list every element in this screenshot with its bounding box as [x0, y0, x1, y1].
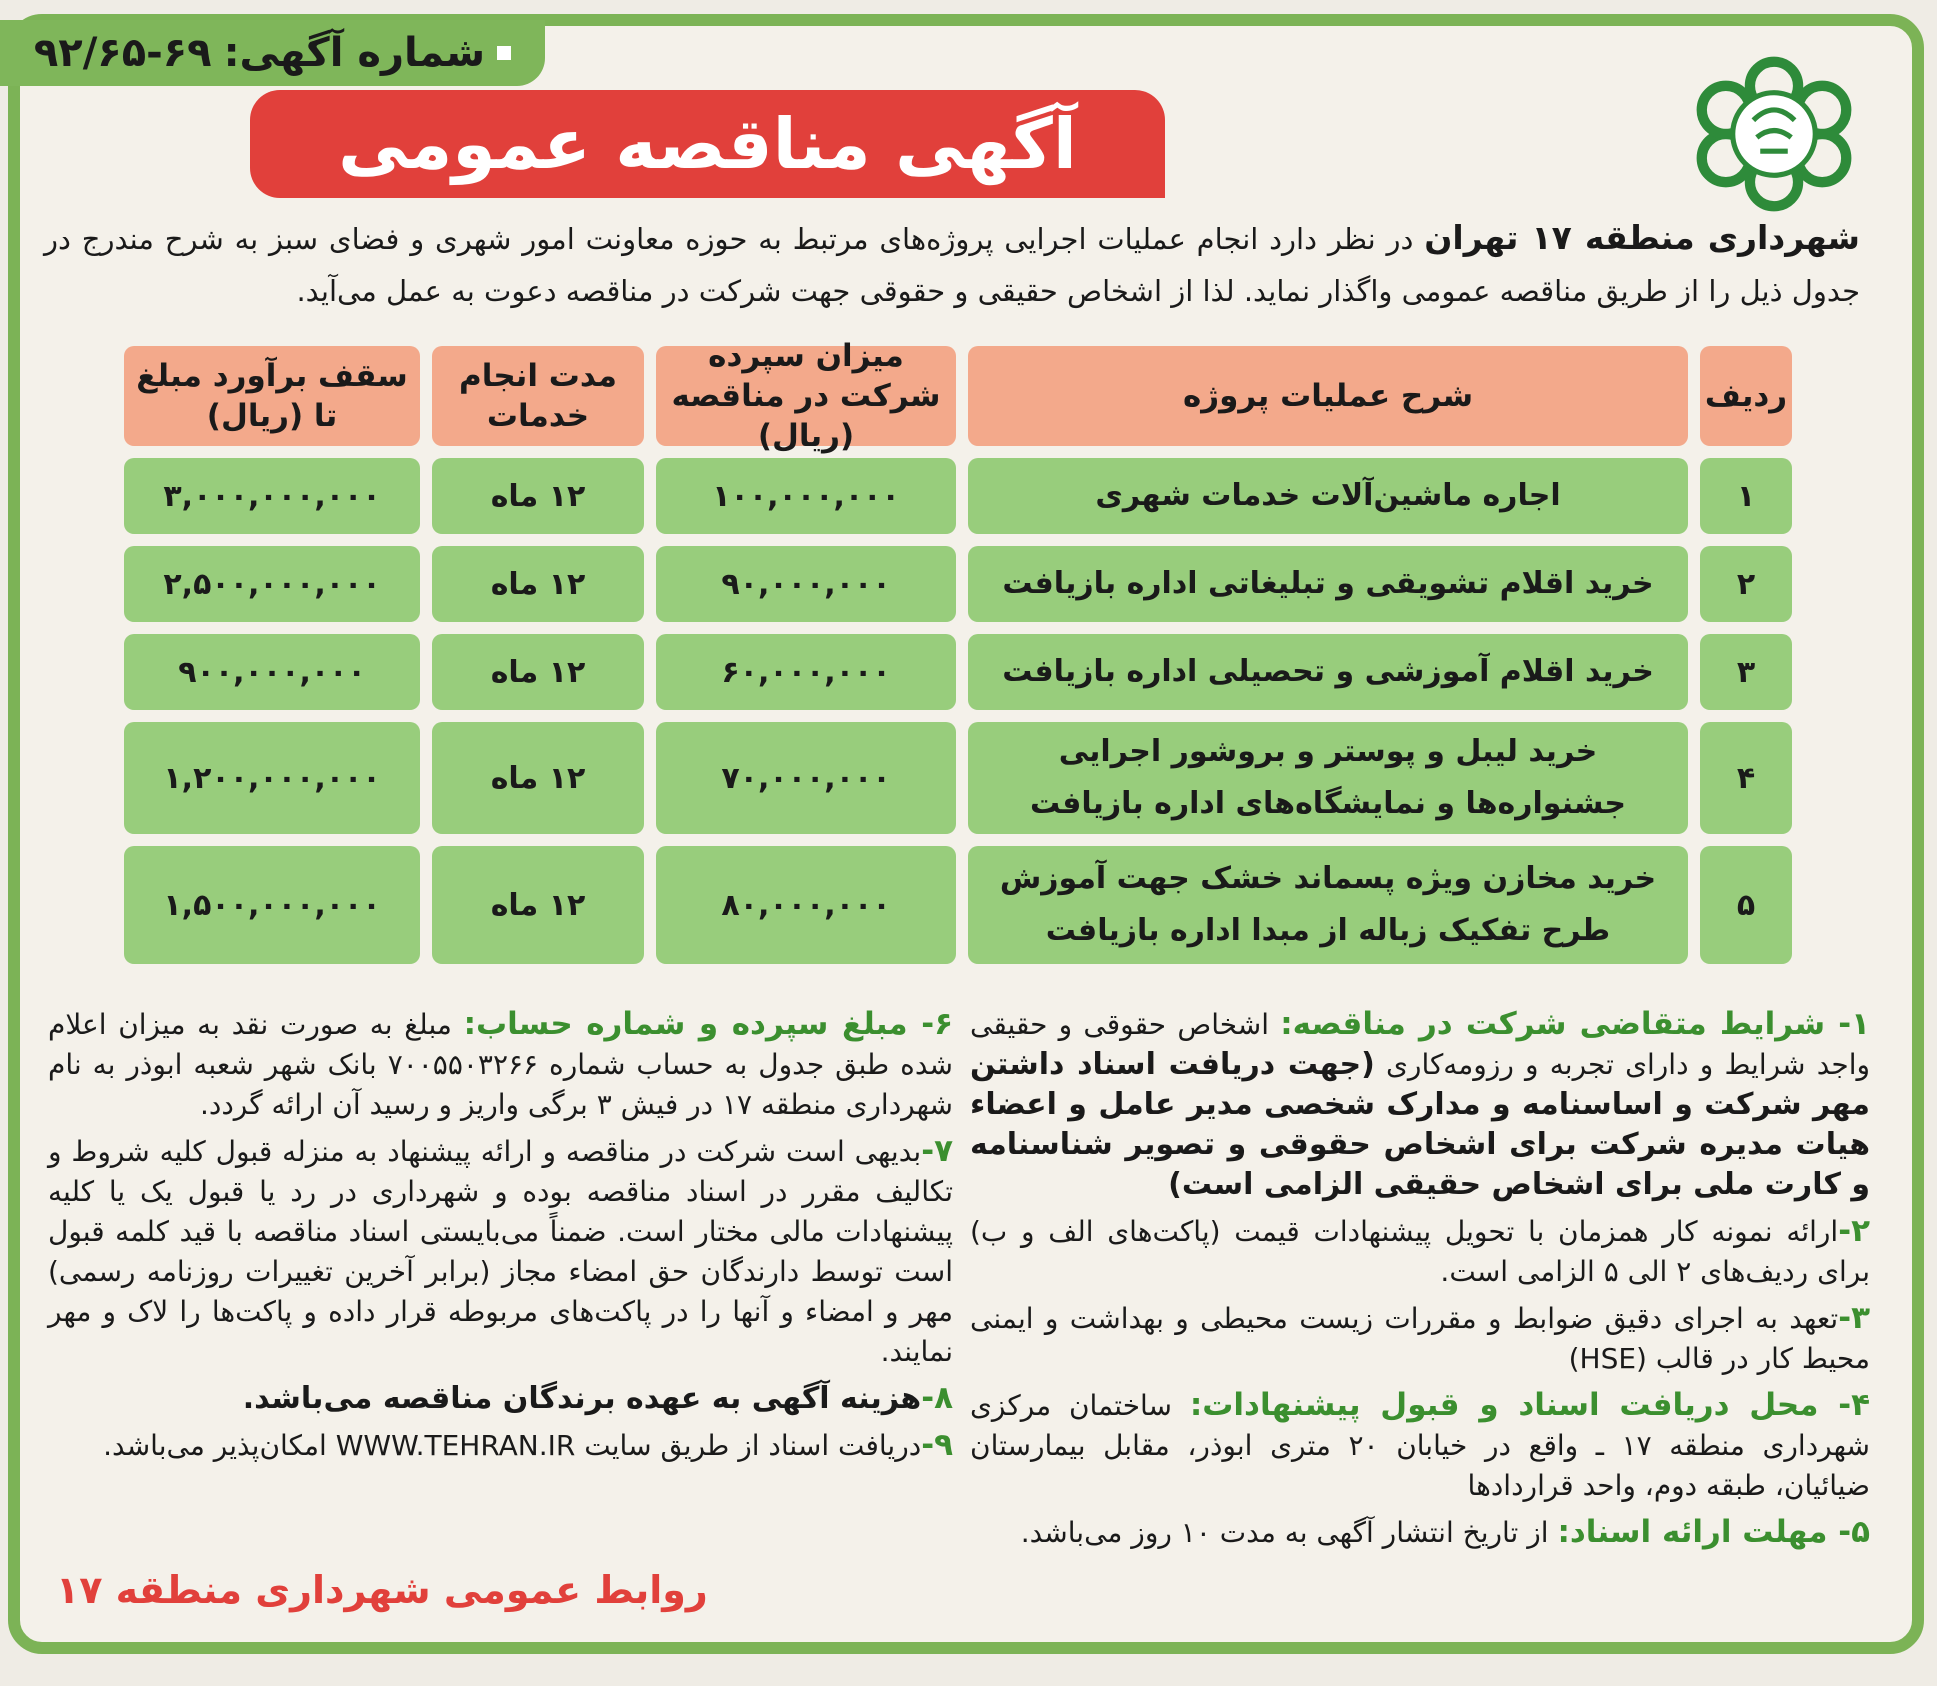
- footer-signature: روابط عمومی شهرداری منطقه ۱۷: [56, 1568, 708, 1612]
- page-title: [250, 90, 1165, 198]
- condition-3: [970, 1298, 1870, 1379]
- table-header-row: [112, 338, 1792, 454]
- tender-table: [112, 338, 1792, 976]
- row-description: اجاره ماشین‌آلات خدمات شهری: [968, 458, 1688, 534]
- header-radif: ردیف: [1700, 346, 1792, 446]
- table-row: [112, 846, 1792, 964]
- condition-heading: ۸-: [921, 1380, 953, 1416]
- row-radif: ۱: [1700, 458, 1792, 534]
- row-description: خرید لیبل و پوستر و بروشور اجرایی جشنواره‌ها و نمایشگاه‌های اداره بازیافت: [968, 722, 1688, 834]
- condition-text: اشخاص حقوقی و حقیقی واجد شرایط و دارای تجربه و رزومه‌کاری: [970, 1008, 1870, 1081]
- row-ceiling: ۱,۵۰۰,۰۰۰,۰۰۰: [124, 846, 420, 964]
- row-radif: ۲: [1700, 546, 1792, 622]
- condition-text: تعهد به اجرای دقیق ضوابط و مقررات زیست محیطی و بهداشت و ایمنی محیط کار در قالب (HSE): [970, 1302, 1870, 1375]
- row-description: خرید مخازن ویژه پسماند خشک جهت آموزش طرح تفکیک زباله از مبدا اداره بازیافت: [968, 846, 1688, 964]
- tehran-municipality-logo-icon: [1688, 48, 1860, 220]
- condition-2: [970, 1211, 1870, 1292]
- row-deposit: ۷۰,۰۰۰,۰۰۰: [656, 722, 956, 834]
- condition-4: [970, 1385, 1870, 1506]
- ad-number-badge: [0, 20, 545, 86]
- condition-text: از تاریخ انتشار آگهی به مدت ۱۰ روز می‌باشد.: [1020, 1516, 1558, 1549]
- bullet-square-icon: [497, 46, 511, 60]
- condition-5: [970, 1512, 1870, 1553]
- ad-number-label: شماره آگهی:: [223, 30, 486, 76]
- table-row: [112, 458, 1792, 534]
- table-row: [112, 546, 1792, 622]
- condition-text: دریافت اسناد از طریق سایت WWW.TEHRAN.IR امکان‌پذیر می‌باشد.: [103, 1429, 922, 1462]
- row-radif: ۴: [1700, 722, 1792, 834]
- row-duration: ۱۲ ماه: [432, 634, 644, 710]
- row-ceiling: ۲,۵۰۰,۰۰۰,۰۰۰: [124, 546, 420, 622]
- header-deposit: میزان سپرده شرکت در مناقصه (ریال): [656, 346, 956, 446]
- conditions-left-column: [48, 1004, 953, 1472]
- header-ceiling: سقف برآورد مبلغ تا (ریال): [124, 346, 420, 446]
- header-description: شرح عملیات پروژه: [968, 346, 1688, 446]
- condition-bold-text: (جهت دریافت اسناد داشتن مهر شرکت و اساسنامه و مدارک شخصی مدیر عامل و اعضاء هیات مدیره شرکت برای اشخاص حقوقی و تصویر شناسنامه و کارت ملی برای اشخاص حقیقی الزامی است): [970, 1047, 1870, 1202]
- table-row: [112, 634, 1792, 710]
- condition-text: بدیهی است شرکت در مناقصه و ارائه پیشنهاد به منزله قبول کلیه شروط و تکالیف مقرر در اسناد مناقصه بوده و شهرداری در رد یا قبول یک یا کلیه پیشنهادات مالی مختار است. ضمناً می‌بایستی اسناد مناقصه با قید کلمه قبول است توسط دارندگان حق امضاء مجاز (برابر آخرین تغییرات روزنامه رسمی) مهر و امضاء و آنها را در پاکت‌های مربوطه قرار داده و پاکت‌ها را لاک و مهر نمایند.: [48, 1135, 953, 1368]
- condition-text: مبلغ به صورت نقد به میزان اعلام شده طبق جدول به حساب شماره ۷۰۰۵۵۰۳۲۶۶ بانک شهر شعبه ابوذر به نام شهرداری منطقه ۱۷ در فیش ۳ برگی واریز و رسید آن ارائه گردد.: [48, 1008, 953, 1121]
- condition-heading: ۳-: [1838, 1300, 1870, 1336]
- row-duration: ۱۲ ماه: [432, 546, 644, 622]
- intro-text: در نظر دارد انجام عملیات اجرایی پروژه‌های مرتبط به حوزه معاونت امور شهری و فضای سبز به شرح مندرج در جدول ذیل را از طریق مناقصه عمومی واگذار نماید. لذا از اشخاص حقیقی و حقوقی جهت شرکت در مناقصه دعوت به عمل می‌آید.: [44, 222, 1860, 308]
- ad-number-value: ۹۲/۶۵-۶۹: [33, 30, 212, 76]
- title-text: آگهی مناقصه عمومی: [338, 103, 1077, 185]
- condition-heading: ۶- مبلغ سپرده و شماره حساب:: [463, 1006, 953, 1042]
- row-radif: ۳: [1700, 634, 1792, 710]
- row-duration: ۱۲ ماه: [432, 722, 644, 834]
- table-row: [112, 722, 1792, 834]
- condition-text: ارائه نمونه کار همزمان با تحویل پیشنهادات قیمت (پاکت‌های الف و ب) برای ردیف‌های ۲ الی ۵ الزامی است.: [970, 1215, 1870, 1288]
- condition-8: [48, 1378, 953, 1419]
- condition-7: [48, 1131, 953, 1372]
- row-radif: ۵: [1700, 846, 1792, 964]
- row-description: خرید اقلام آموزشی و تحصیلی اداره بازیافت: [968, 634, 1688, 710]
- row-duration: ۱۲ ماه: [432, 458, 644, 534]
- condition-heading: ۴- محل دریافت اسناد و قبول پیشنهادات:: [1189, 1387, 1870, 1423]
- row-deposit: ۶۰,۰۰۰,۰۰۰: [656, 634, 956, 710]
- condition-text: ساختمان مرکزی شهرداری منطقه ۱۷ ـ واقع در خیابان ۲۰ متری ابوذر، مقابل بیمارستان ضیائیان، طبقه دوم، واحد قراردادها: [970, 1389, 1870, 1502]
- row-ceiling: ۹۰۰,۰۰۰,۰۰۰: [124, 634, 420, 710]
- condition-heading: ۵- مهلت ارائه اسناد:: [1557, 1514, 1870, 1550]
- row-deposit: ۸۰,۰۰۰,۰۰۰: [656, 846, 956, 964]
- condition-heading: ۹-: [921, 1427, 953, 1463]
- condition-text: هزینه آگهی به عهده برندگان مناقصه می‌باشد.: [242, 1381, 922, 1416]
- row-ceiling: ۱,۲۰۰,۰۰۰,۰۰۰: [124, 722, 420, 834]
- row-duration: ۱۲ ماه: [432, 846, 644, 964]
- condition-heading: ۱- شرایط متقاضی شرکت در مناقصه:: [1280, 1006, 1870, 1042]
- condition-1: [970, 1004, 1870, 1205]
- row-deposit: ۹۰,۰۰۰,۰۰۰: [656, 546, 956, 622]
- intro-paragraph: [44, 212, 1860, 317]
- condition-heading: ۲-: [1838, 1213, 1870, 1249]
- row-deposit: ۱۰۰,۰۰۰,۰۰۰: [656, 458, 956, 534]
- condition-heading: ۷-: [921, 1133, 953, 1169]
- intro-org: شهرداری منطقه ۱۷ تهران: [1424, 218, 1860, 257]
- header-duration: مدت انجام خدمات: [432, 346, 644, 446]
- conditions-right-column: [970, 1004, 1870, 1559]
- row-description: خرید اقلام تشویقی و تبلیغاتی اداره بازیافت: [968, 546, 1688, 622]
- condition-6: [48, 1004, 953, 1125]
- condition-9: [48, 1425, 953, 1466]
- row-ceiling: ۳,۰۰۰,۰۰۰,۰۰۰: [124, 458, 420, 534]
